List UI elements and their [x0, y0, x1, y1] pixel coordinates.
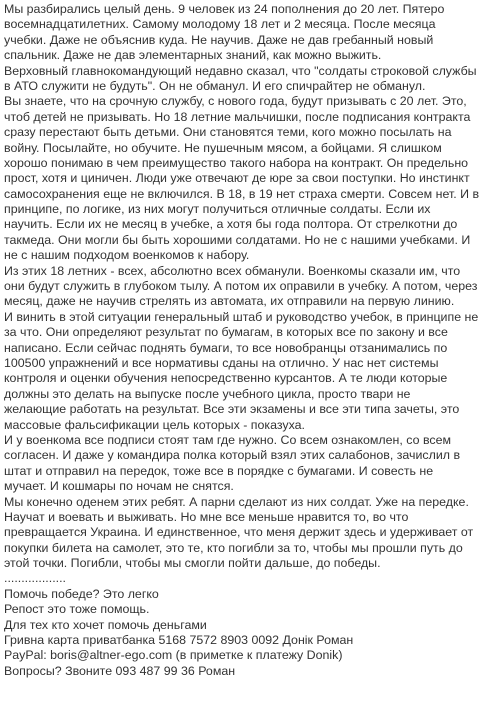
post-line: сразу перестают быть детьми. Они становятся теми, кого можно посылать на	[4, 125, 452, 140]
post-line: в АТО служити не будуть". Он не обманул. И его спичрайтер не обманул.	[4, 78, 426, 93]
post-line: за что. Они определяют результат по бумагам, в которых все по закону и все	[4, 325, 448, 340]
post-line: массовые фальсификации цель которых - показуха.	[4, 417, 305, 432]
post-line: самосохранения еще не включился. В 18, в 19 нет страха смерти. Совсем нет. И в	[4, 186, 480, 201]
post-line: Научат и воевать и выживать. Но мне все меньше нравится то, во что	[4, 509, 409, 524]
post-text	[4, 2, 488, 679]
post-line: И у военкома все подписи стоят там где нужно. Со всем ознакомлен, со всем	[4, 432, 451, 447]
post-line: ..................	[4, 571, 66, 586]
post-line: хорошо понимаю в чем преимущество такого набора на контракт. Он предельно	[4, 155, 469, 170]
post-line: учебки. Даже не объяснив куда. Не научив. Даже не дав гребанный новый	[4, 32, 434, 47]
post-line: Вопросы? Звоните 093 487 99 36 Роман	[4, 663, 236, 678]
post-line: Вы знаете, что на срочную службу, с нового года, будут призывать с 20 лет. Это,	[4, 94, 467, 109]
post-line: восемнадцатилетних. Самому молодому 18 лет и 2 месяца. После месяца	[4, 17, 436, 32]
post-line: месяц, даже не научив стрелять из автомата, их отправили на первую линию.	[4, 294, 455, 309]
post-line: чтоб детей не призывать. Но 18 летние мальчишки, после подписания контракта	[4, 109, 471, 124]
post-line: контроля и оценки обучения непосредственно курсантов. А те люди которые	[4, 371, 448, 386]
post-line: Из этих 18 летних - всех, абсолютно всех обманули. Военкомы сказали им, что	[4, 263, 461, 278]
post-line: спальник. Даже не дав элементарных знаний, как можно выжить.	[4, 48, 382, 63]
post-line: должны это делать на выпуске после учебного цикла, просто твари не	[4, 386, 411, 401]
post-line: PayPal: boris@altner-ego.com (в приметке к платежу Donik)	[4, 648, 343, 663]
post-line: этой точки. Погибли, чтобы мы смогли пойти дальше, до победы.	[4, 556, 381, 571]
post-line: Гривна карта приватбанка 5168 7572 8903 0092 Донік Роман	[4, 633, 354, 648]
post-line: штат и отправил на передок, тоже все в порядке с бумагами. И совесть не	[4, 463, 434, 478]
post-line: Репост это тоже помощь.	[4, 602, 150, 617]
post-line: 100500 упражнений и все нормативы сданы на отлично. У нас нет системы	[4, 355, 439, 370]
post-line: принципе, по логике, из них могут получиться отличные солдаты. Если их	[4, 202, 431, 217]
post-line: Помочь победе? Это легко	[4, 586, 159, 601]
post-line: такмеда. Они могли бы быть хорошими солдатами. Но не с нашими учебками. И	[4, 232, 471, 247]
post-line: И винить в этой ситуации генеральный штаб и руководство учебок, в принципе не	[4, 309, 479, 324]
post-line: они будут служить в глубоком тылу. А потом их оправили в учебку. А потом, через	[4, 279, 478, 294]
post-line: войну. Посылайте, но обучите. Не пушечным мясом, а бойцами. Я слишком	[4, 140, 442, 155]
post-line: Мы разбирались целый день. 9 человек из 24 пополнения до 20 лет. Пятеро	[4, 2, 445, 16]
post-line: превращается Украина. И единственное, что меня держит здесь и удерживает от	[4, 525, 474, 540]
post-line: не с нашим подходом военкомов к набору.	[4, 248, 250, 263]
post-line: Верховный главнокомандующий недавно сказал, что "солдаты строковой службы	[4, 63, 477, 78]
post-line: Мы конечно оденем этих ребят. А парни сделают из них солдат. Уже на передке.	[4, 494, 469, 509]
post-line: мучает. И кошмары по ночам не снятся.	[4, 479, 234, 494]
post-line: научить. Если их не месяц в учебке, а хотя бы года полтора. От стрелкотни до	[4, 217, 458, 232]
post-line: Для тех кто хочет помочь деньгами	[4, 617, 207, 632]
post-line: покупки билета на самолет, это те, кто погибли за то, чтобы мы прошли путь до	[4, 540, 463, 555]
post-line: согласен. И даже у командира полка который взял этих салабонов, зачислил в	[4, 448, 461, 463]
post-line: желающие работать на результат. Все эти экзамены и все эти типа зачеты, это	[4, 402, 460, 417]
post-line: прост, хотя и циничен. Люди уже отвечают де юре за свои поступки. Но инстинкт	[4, 171, 470, 186]
post-line: написано. Если сейчас поднять бумаги, то все новобранцы отзанимались по	[4, 340, 448, 355]
